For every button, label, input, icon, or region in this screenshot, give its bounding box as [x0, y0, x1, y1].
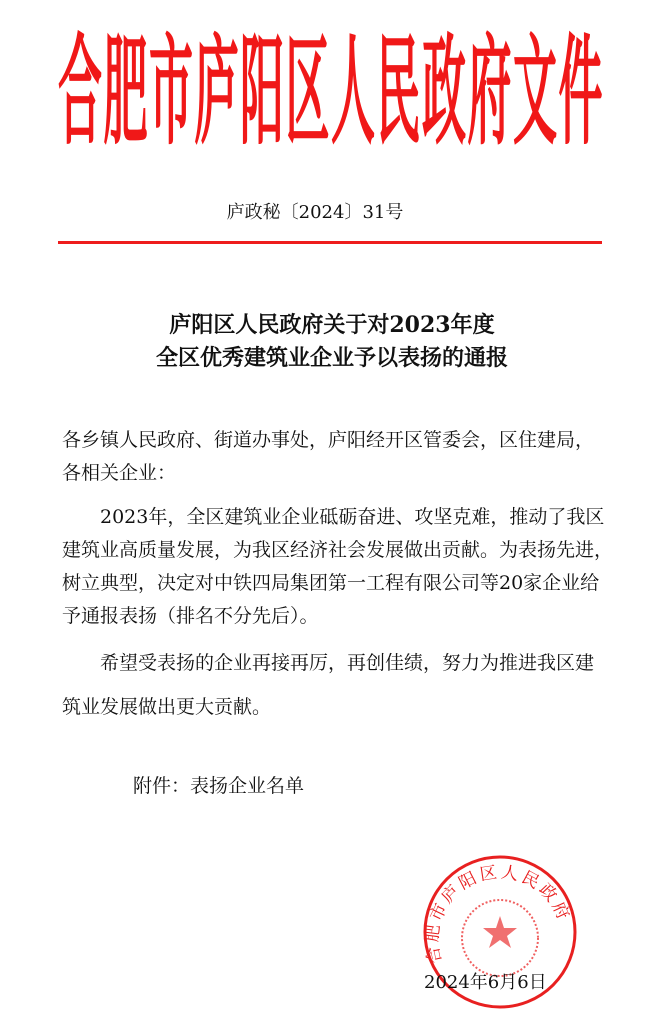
body-paragraph-line: 树立典型，决定对中铁四局集团第一工程有限公司等20家企业给 — [62, 572, 600, 594]
addressee-line: 各乡镇人民政府、街道办事处，庐阳经开区管委会，区住建局， — [62, 429, 595, 451]
document-number: 庐政秘〔2024〕31号 — [226, 202, 404, 223]
document-title-line-2: 全区优秀建筑业企业予以表扬的通报 — [155, 345, 508, 371]
body-paragraph-line: 予通报表扬（排名不分先后）。 — [62, 605, 319, 627]
body-paragraph-line: 希望受表扬的企业再接再厉，再创佳绩，努力为推进我区建 — [100, 652, 595, 674]
attachment-line: 附件：表扬企业名单 — [133, 775, 305, 797]
document-title-line-1: 庐阳区人民政府关于对2023年度 — [169, 312, 495, 338]
masthead-title: 合肥市庐阳区人民政府文件 — [58, 24, 604, 163]
seal-text: 合肥市庐阳区人民政府 — [422, 862, 575, 966]
body-paragraph-line: 建筑业高质量发展，为我区经济社会发展做出贡献。为表扬先进， — [62, 539, 614, 561]
addressee-line: 各相关企业： — [62, 462, 177, 484]
red-divider — [58, 241, 602, 244]
issue-date: 2024年6月6日 — [424, 972, 547, 993]
body-paragraph-line: 筑业发展做出更大贡献。 — [62, 696, 272, 718]
body-paragraph-line: 2023年，全区建筑业企业砥砺奋进、攻坚克难，推动了我区 — [100, 506, 605, 528]
